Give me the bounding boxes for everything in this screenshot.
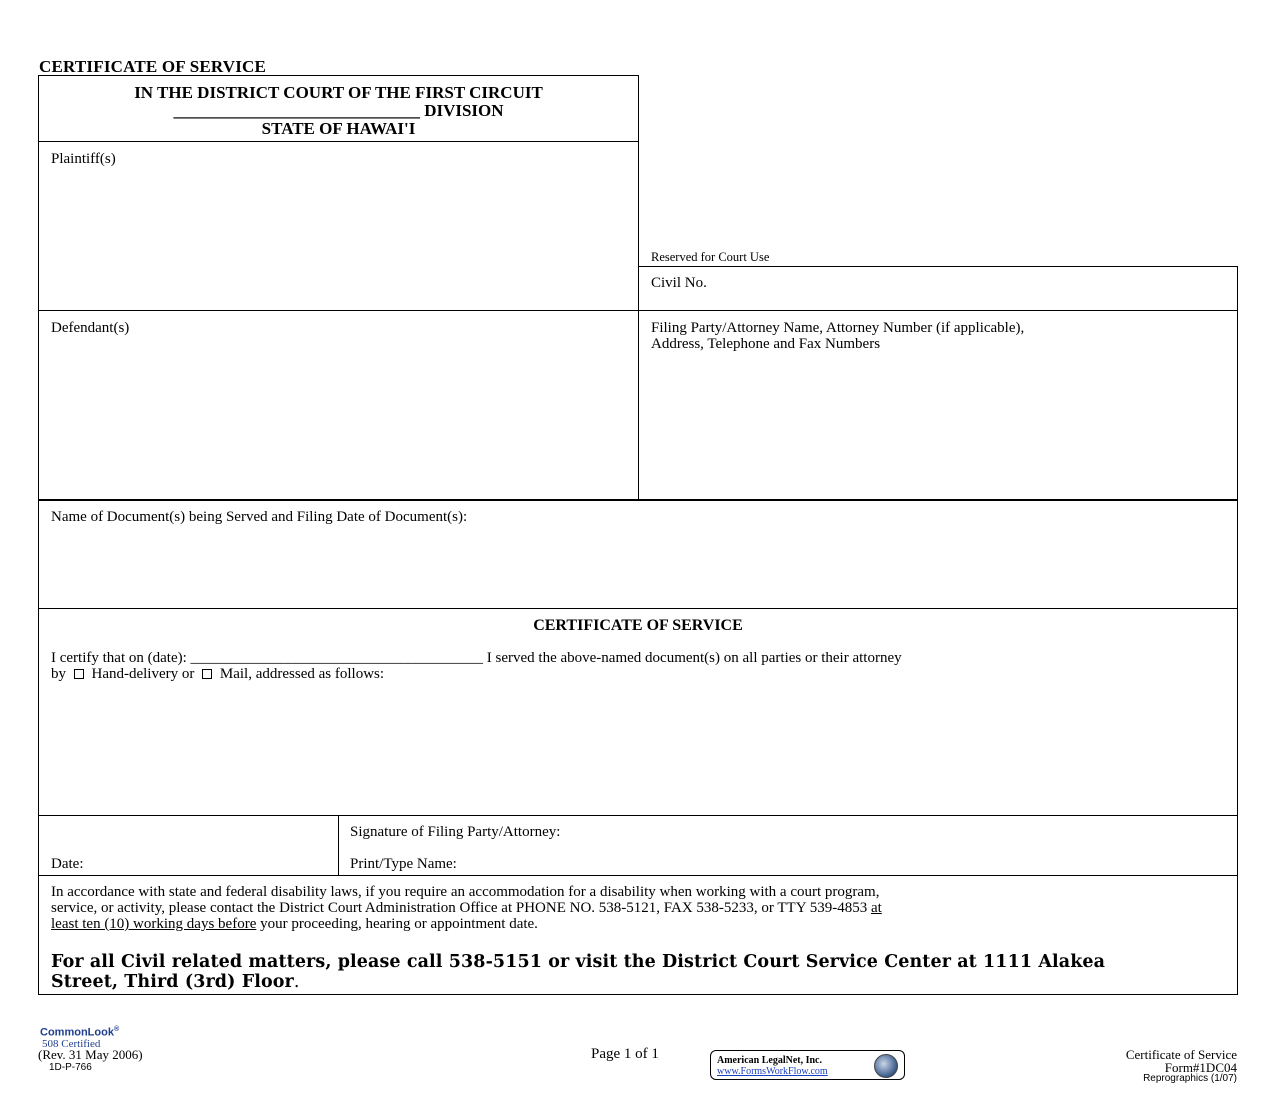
ada-notice-text: service, or activity, please contact the District Court Administration Office at PHONE NO. 538-5121, FAX 538-5233, or TTY 539-4853 bbox=[51, 900, 871, 916]
ada-notice bbox=[51, 884, 1231, 932]
ada-notice-line1: In accordance with state and federal disability laws, if you require an accommodation for a disability when working with a court program, bbox=[51, 884, 880, 900]
divider bbox=[38, 141, 639, 142]
ada-notice-line2 bbox=[51, 900, 1231, 916]
ada-notice-text: your proceeding, hearing or appointment date. bbox=[256, 916, 538, 932]
ada-notice-emphasis: least ten (10) working days before bbox=[51, 916, 257, 932]
certificate-heading: CERTIFICATE OF SERVICE bbox=[533, 617, 743, 634]
divider bbox=[38, 875, 1238, 876]
american-legalnet-badge[interactable] bbox=[710, 1050, 905, 1080]
commonlook-certified: 508 Certified bbox=[42, 1037, 101, 1050]
civil-notice-line1: For all Civil related matters, please call 538-5151 or visit the District Court Service Center at 1111 Alakea bbox=[51, 952, 1106, 972]
form-code: 1D-P-766 bbox=[49, 1062, 92, 1073]
civil-notice-line2 bbox=[51, 972, 1231, 992]
civil-matters-notice bbox=[51, 952, 1231, 992]
hand-delivery-checkbox[interactable] bbox=[74, 669, 84, 679]
commonlook-logo bbox=[40, 1024, 119, 1049]
court-name: IN THE DISTRICT COURT OF THE FIRST CIRCUIT bbox=[134, 83, 543, 102]
footer-form-number: Form#1DC04 bbox=[1164, 1060, 1237, 1075]
civil-notice-address: Street, Third (3rd) Floor bbox=[51, 972, 294, 992]
aln-name: American LegalNet, Inc. bbox=[717, 1055, 822, 1066]
footer-form-title: Certificate of Service bbox=[1125, 1047, 1237, 1062]
court-division: _____________________________ DIVISION bbox=[173, 101, 504, 120]
court-state: STATE OF HAWAI'I bbox=[261, 119, 416, 138]
mail-label: Mail, addressed as follows: bbox=[219, 666, 385, 682]
page-number: Page 1 of 1 bbox=[591, 1046, 659, 1062]
hand-delivery-label: Hand-delivery or bbox=[91, 666, 195, 682]
filing-party-line2: Address, Telephone and Fax Numbers bbox=[651, 336, 881, 352]
certify-statement: I certify that on (date): _______________________________________ I served the above-named document(s) on all parties or their attorney bbox=[51, 650, 902, 666]
commonlook-name: CommonLook® bbox=[40, 1026, 120, 1039]
globe-icon bbox=[874, 1054, 898, 1078]
divider bbox=[38, 608, 1238, 609]
form-title: CERTIFICATE OF SERVICE bbox=[39, 57, 267, 76]
filing-party-line1: Filing Party/Attorney Name, Attorney Number (if applicable), bbox=[651, 320, 1025, 336]
print-name-label: Print/Type Name: bbox=[350, 856, 457, 872]
footer-reprographics: Reprographics (1/07) bbox=[1143, 1073, 1237, 1084]
civil-notice-period: . bbox=[293, 972, 300, 992]
divider bbox=[38, 815, 1238, 816]
delivery-method-line bbox=[51, 666, 384, 682]
divider bbox=[338, 815, 339, 876]
ada-notice-emphasis: at bbox=[870, 900, 882, 916]
documents-label: Name of Document(s) being Served and Filing Date of Document(s): bbox=[51, 509, 468, 525]
aln-url-link[interactable]: www.FormsWorkFlow.com bbox=[717, 1066, 828, 1077]
ada-notice-line3 bbox=[51, 916, 1231, 932]
court-caption-box bbox=[38, 75, 639, 501]
revision-date: (Rev. 31 May 2006) bbox=[38, 1047, 143, 1062]
filing-party-label bbox=[651, 320, 1024, 352]
signature-label: Signature of Filing Party/Attorney: bbox=[350, 824, 561, 840]
defendant-label: Defendant(s) bbox=[51, 320, 130, 336]
by-label: by bbox=[51, 666, 66, 682]
plaintiff-label: Plaintiff(s) bbox=[51, 151, 116, 167]
civil-no-label: Civil No. bbox=[651, 275, 707, 291]
mail-checkbox[interactable] bbox=[202, 669, 212, 679]
civil-number-box bbox=[638, 266, 1238, 501]
reserved-court-use-label: Reserved for Court Use bbox=[651, 250, 770, 264]
court-header bbox=[38, 84, 639, 138]
date-label: Date: bbox=[51, 856, 84, 872]
